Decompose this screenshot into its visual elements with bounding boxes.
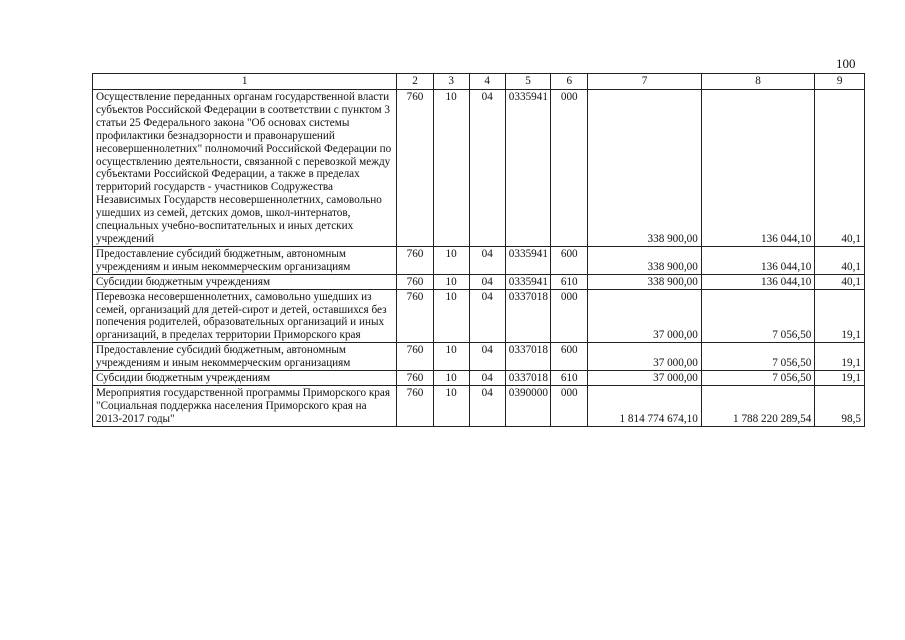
cell-ministry-code: 760 xyxy=(397,90,433,247)
cell-subsection-code: 04 xyxy=(469,274,505,289)
cell-subsection-code: 04 xyxy=(469,90,505,247)
cell-subsection-code: 04 xyxy=(469,343,505,371)
cell-section-code: 10 xyxy=(433,246,469,274)
cell-expense-type-code: 600 xyxy=(551,246,588,274)
cell-col7-value: 1 814 774 674,10 xyxy=(588,385,702,426)
cell-section-code: 10 xyxy=(433,274,469,289)
row-name: Субсидии бюджетным учреждениям xyxy=(93,274,397,289)
cell-col9-percent: 40,1 xyxy=(815,246,865,274)
cell-col9-percent: 19,1 xyxy=(815,371,865,386)
cell-col7-value: 37 000,00 xyxy=(588,289,702,343)
column-header: 1 xyxy=(93,74,397,90)
column-header: 8 xyxy=(701,74,815,90)
cell-col7-value: 338 900,00 xyxy=(588,90,702,247)
table-row xyxy=(93,371,865,386)
cell-col8-value: 7 056,50 xyxy=(701,371,815,386)
cell-col8-value: 7 056,50 xyxy=(701,343,815,371)
cell-target-code: 0390000 xyxy=(505,385,550,426)
cell-col7-value: 338 900,00 xyxy=(588,246,702,274)
cell-ministry-code: 760 xyxy=(397,385,433,426)
cell-section-code: 10 xyxy=(433,371,469,386)
cell-col9-percent: 40,1 xyxy=(815,90,865,247)
row-name: Субсидии бюджетным учреждениям xyxy=(93,371,397,386)
column-header: 9 xyxy=(815,74,865,90)
cell-expense-type-code: 000 xyxy=(551,385,588,426)
cell-expense-type-code: 600 xyxy=(551,343,588,371)
row-name: Предоставление субсидий бюджетным, автономным учреждениям и иным некоммерческим организациям xyxy=(93,343,397,371)
cell-col8-value: 136 044,10 xyxy=(701,246,815,274)
cell-col7-value: 37 000,00 xyxy=(588,371,702,386)
cell-expense-type-code: 610 xyxy=(551,274,588,289)
column-header: 5 xyxy=(505,74,550,90)
cell-target-code: 0335941 xyxy=(505,246,550,274)
column-header: 6 xyxy=(551,74,588,90)
cell-subsection-code: 04 xyxy=(469,289,505,343)
cell-section-code: 10 xyxy=(433,90,469,247)
cell-col9-percent: 40,1 xyxy=(815,274,865,289)
cell-col8-value: 136 044,10 xyxy=(701,274,815,289)
cell-expense-type-code: 610 xyxy=(551,371,588,386)
table-row xyxy=(93,289,865,343)
cell-target-code: 0335941 xyxy=(505,90,550,247)
cell-subsection-code: 04 xyxy=(469,385,505,426)
table-row xyxy=(93,343,865,371)
column-header: 7 xyxy=(588,74,702,90)
cell-target-code: 0337018 xyxy=(505,371,550,386)
row-name: Осуществление переданных органам государственной власти субъектов Российской Федерации в соответствии с пунктом 3 статьи 25 Федерального закона "Об основах системы профилактики безнадзорности и правонарушений несовершеннолетних" полномочий Российской Федерации по осуществлению деятельности, связанной с перевозкой между субъектами Российской Федерации, а также в пределах территорий государств - участников Содружества Независимых Государств несовершеннолетних, самовольно ушедших из семей, детских домов, школ-интернатов, специальных учебно-воспитательных и иных детских учреждений xyxy=(93,90,397,247)
column-header: 3 xyxy=(433,74,469,90)
row-name: Мероприятия государственной программы Приморского края "Социальная поддержка населения Приморского края на 2013-2017 годы" xyxy=(93,385,397,426)
cell-col8-value: 7 056,50 xyxy=(701,289,815,343)
cell-target-code: 0335941 xyxy=(505,274,550,289)
cell-ministry-code: 760 xyxy=(397,246,433,274)
table-row xyxy=(93,274,865,289)
cell-ministry-code: 760 xyxy=(397,289,433,343)
cell-col8-value: 1 788 220 289,54 xyxy=(701,385,815,426)
cell-target-code: 0337018 xyxy=(505,289,550,343)
cell-subsection-code: 04 xyxy=(469,246,505,274)
cell-col9-percent: 19,1 xyxy=(815,289,865,343)
cell-section-code: 10 xyxy=(433,289,469,343)
table-header-row xyxy=(93,74,865,90)
cell-subsection-code: 04 xyxy=(469,371,505,386)
cell-ministry-code: 760 xyxy=(397,274,433,289)
page-number: 100 xyxy=(836,56,856,71)
table-row xyxy=(93,90,865,247)
cell-expense-type-code: 000 xyxy=(551,90,588,247)
cell-target-code: 0337018 xyxy=(505,343,550,371)
cell-col9-percent: 98,5 xyxy=(815,385,865,426)
cell-col9-percent: 19,1 xyxy=(815,343,865,371)
budget-table xyxy=(92,73,865,427)
column-header: 2 xyxy=(397,74,433,90)
cell-section-code: 10 xyxy=(433,385,469,426)
cell-ministry-code: 760 xyxy=(397,371,433,386)
row-name: Перевозка несовершеннолетних, самовольно ушедших из семей, организаций для детей-сирот и детей, оставшихся без попечения родителей, образовательных организаций и иных организаций, в пределах территории Приморского края xyxy=(93,289,397,343)
table-row xyxy=(93,246,865,274)
cell-col8-value: 136 044,10 xyxy=(701,90,815,247)
column-header: 4 xyxy=(469,74,505,90)
cell-col7-value: 338 900,00 xyxy=(588,274,702,289)
cell-section-code: 10 xyxy=(433,343,469,371)
cell-ministry-code: 760 xyxy=(397,343,433,371)
cell-col7-value: 37 000,00 xyxy=(588,343,702,371)
cell-expense-type-code: 000 xyxy=(551,289,588,343)
row-name: Предоставление субсидий бюджетным, автономным учреждениям и иным некоммерческим организациям xyxy=(93,246,397,274)
table-row xyxy=(93,385,865,426)
